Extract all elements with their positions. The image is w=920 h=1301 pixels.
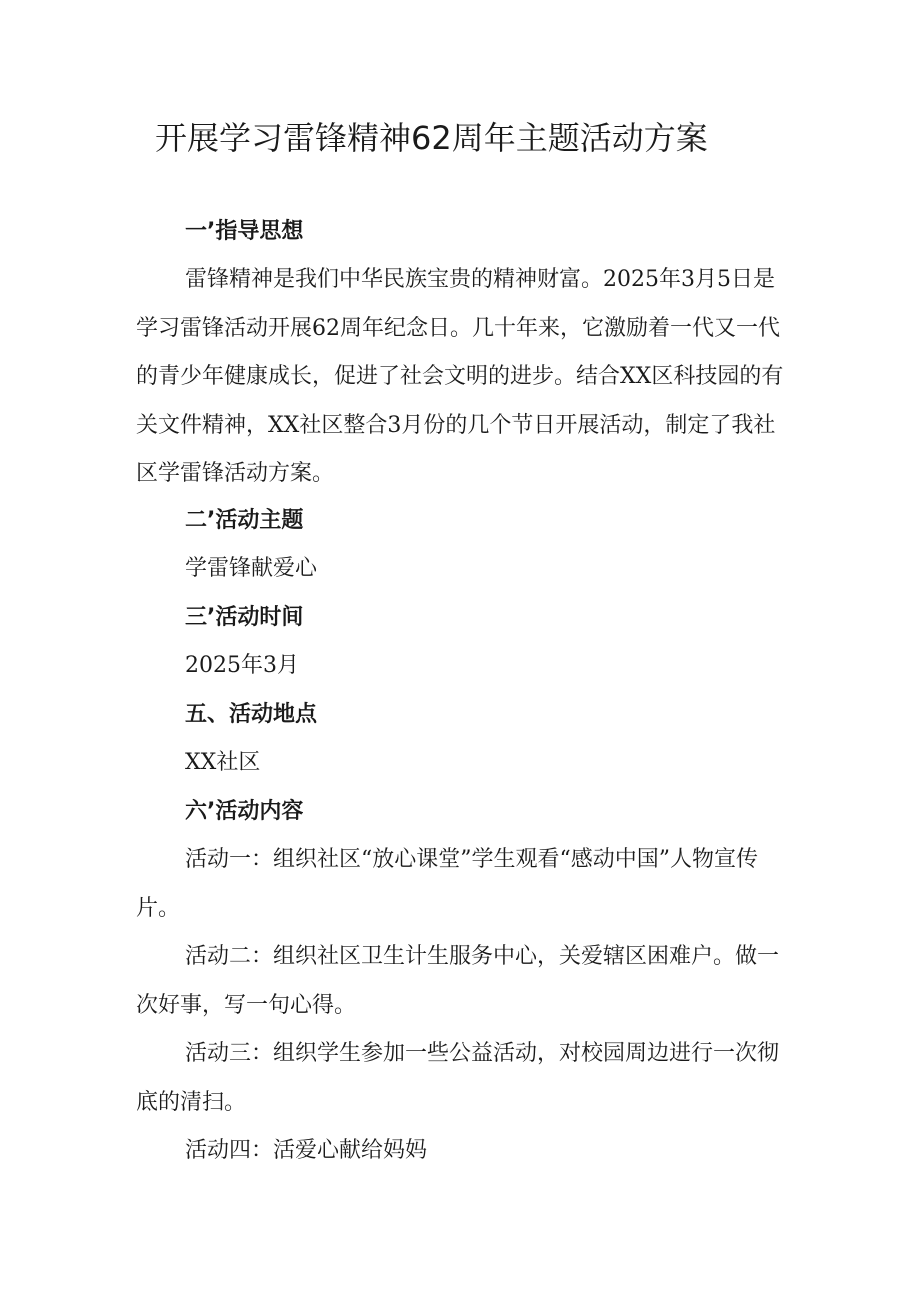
- paragraph-activity-one: 活动一：组织社区“放心课堂”学生观看“感动中国”人物宣传片。: [136, 847, 758, 921]
- section-heading-activity-content: 六’活动内容: [185, 799, 304, 824]
- paragraph-guiding-ideology: 雷锋精神是我们中华民族宝贵的精神财富。2025年3月5日是学习雷锋活动开展62周年纪念日。几十年来，它激励着一代又一代的青少年健康成长，促进了社会文明的进步。结合XX区科技园的有关文件精神，XX社区整合3月份的几个节日开展活动，制定了我社区学雷锋活动方案。: [136, 267, 784, 486]
- paragraph-activity-two: 活动二：组织社区卫生计生服务中心，关爱辖区困难户。做一次好事，写一句心得。: [136, 944, 780, 1018]
- section-heading-activity-theme: 二’活动主题: [185, 508, 304, 533]
- paragraph-activity-theme: 学雷锋献爱心: [185, 556, 318, 581]
- paragraph-activity-four: 活动四：活爱心献给妈妈: [185, 1138, 428, 1163]
- section-heading-activity-time: 三’活动时间: [185, 605, 304, 630]
- paragraph-activity-time: 2025年3月: [185, 653, 299, 678]
- section-heading-guiding-ideology: 一’指导思想: [185, 219, 304, 244]
- paragraph-activity-location: XX社区: [185, 750, 261, 775]
- document-title: 开展学习雷锋精神62周年主题活动方案: [155, 119, 708, 157]
- paragraph-activity-three: 活动三：组织学生参加一些公益活动，对校园周边进行一次彻底的清扫。: [136, 1041, 780, 1115]
- section-heading-activity-location: 五、活动地点: [185, 702, 318, 727]
